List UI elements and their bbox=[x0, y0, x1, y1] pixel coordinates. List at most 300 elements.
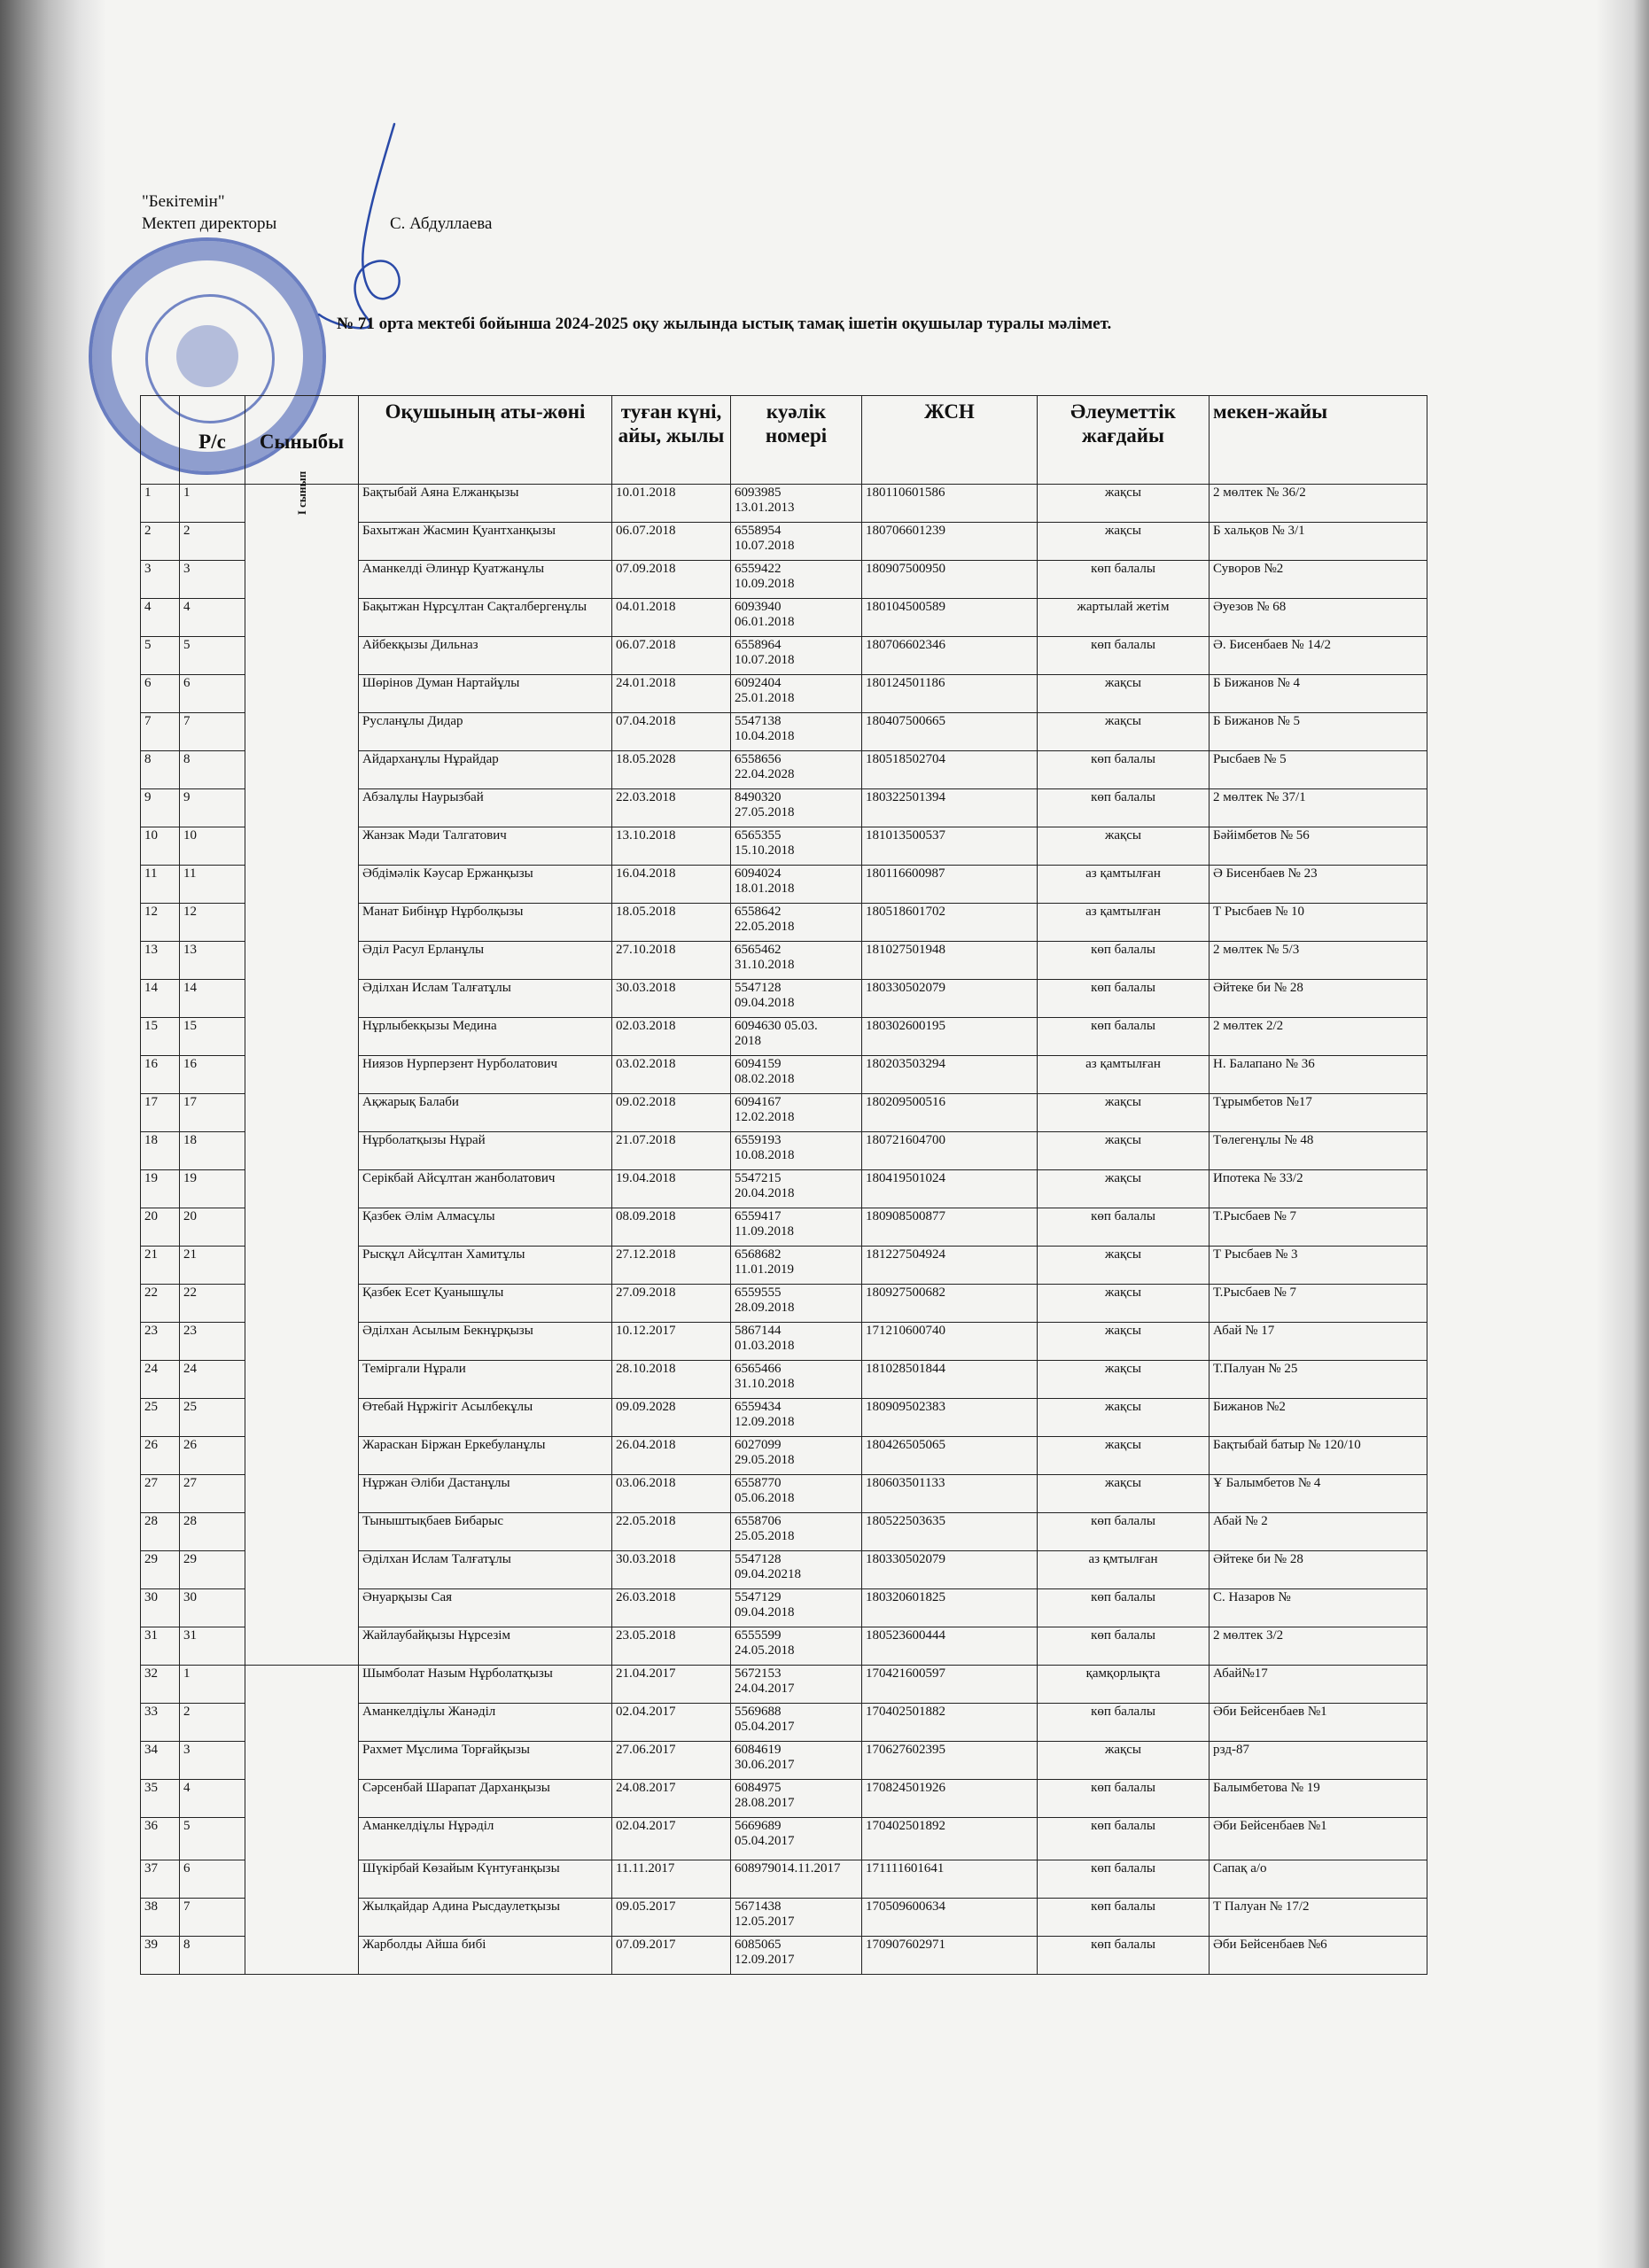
certificate-number bbox=[731, 1937, 862, 1975]
row-number: 1 bbox=[141, 485, 180, 523]
birth-date: 30.03.2018 bbox=[612, 980, 731, 1018]
certificate-series: 6565355 bbox=[735, 828, 782, 843]
row-rc: 15 bbox=[180, 1018, 245, 1056]
birth-date: 08.09.2018 bbox=[612, 1208, 731, 1247]
birth-date: 10.12.2017 bbox=[612, 1323, 731, 1361]
iin: 170421600597 bbox=[862, 1666, 1038, 1704]
row-rc: 8 bbox=[180, 1937, 245, 1975]
iin: 180320601825 bbox=[862, 1589, 1038, 1627]
certificate-date: 09.04.2018 bbox=[735, 996, 795, 1010]
certificate-date: 20.04.2018 bbox=[735, 1186, 795, 1200]
social-status: жақсы bbox=[1038, 485, 1210, 523]
address: Т.Рысбаев № 7 bbox=[1210, 1208, 1427, 1247]
birth-date: 07.09.2017 bbox=[612, 1937, 731, 1975]
row-number: 16 bbox=[141, 1056, 180, 1094]
social-status: жақсы bbox=[1038, 1170, 1210, 1208]
certificate-date: 608979014.11.2017 bbox=[735, 1861, 841, 1876]
row-rc: 4 bbox=[180, 599, 245, 637]
row-number: 29 bbox=[141, 1551, 180, 1589]
social-status: көп балалы bbox=[1038, 1780, 1210, 1818]
birth-date: 09.09.2028 bbox=[612, 1399, 731, 1437]
certificate-date: 22.05.2018 bbox=[735, 920, 795, 934]
certificate-number bbox=[731, 561, 862, 599]
social-status: жақсы bbox=[1038, 523, 1210, 561]
iin: 170509600634 bbox=[862, 1899, 1038, 1937]
social-status: жақсы bbox=[1038, 1323, 1210, 1361]
birth-date: 27.06.2017 bbox=[612, 1742, 731, 1780]
address: Н. Балапано № 36 bbox=[1210, 1056, 1427, 1094]
header-rc: Р/с bbox=[180, 396, 245, 485]
certificate-number bbox=[731, 1742, 862, 1780]
address: Рысбаев № 5 bbox=[1210, 751, 1427, 789]
certificate-number bbox=[731, 1513, 862, 1551]
header-class: Сыныбы bbox=[245, 396, 359, 485]
student-name: Шымболат Назым Нұрболатқызы bbox=[359, 1666, 612, 1704]
birth-date: 09.05.2017 bbox=[612, 1899, 731, 1937]
row-rc: 2 bbox=[180, 523, 245, 561]
certificate-date: 12.09.2018 bbox=[735, 1415, 795, 1429]
row-number: 6 bbox=[141, 675, 180, 713]
student-name: Рысқұл Айсұлтан Хамитұлы bbox=[359, 1247, 612, 1285]
row-number: 11 bbox=[141, 866, 180, 904]
address: Бақтыбай батыр № 120/10 bbox=[1210, 1437, 1427, 1475]
certificate-number bbox=[731, 637, 862, 675]
birth-date: 07.04.2018 bbox=[612, 713, 731, 751]
iin: 180907500950 bbox=[862, 561, 1038, 599]
certificate-number bbox=[731, 523, 862, 561]
birth-date: 06.07.2018 bbox=[612, 637, 731, 675]
certificate-date: 10.07.2018 bbox=[735, 653, 795, 667]
row-rc: 5 bbox=[180, 637, 245, 675]
certificate-date: 24.05.2018 bbox=[735, 1643, 795, 1658]
iin: 181028501844 bbox=[862, 1361, 1038, 1399]
iin: 170907602971 bbox=[862, 1937, 1038, 1975]
birth-date: 26.04.2018 bbox=[612, 1437, 731, 1475]
certificate-series: 5669689 bbox=[735, 1819, 782, 1833]
certificate-date: 24.04.2017 bbox=[735, 1682, 795, 1696]
social-status: жақсы bbox=[1038, 1437, 1210, 1475]
iin: 180330502079 bbox=[862, 1551, 1038, 1589]
row-number: 21 bbox=[141, 1247, 180, 1285]
certificate-series: 6555599 bbox=[735, 1628, 782, 1643]
certificate-number bbox=[731, 675, 862, 713]
social-status: көп балалы bbox=[1038, 1627, 1210, 1666]
certificate-series: 6558642 bbox=[735, 905, 782, 919]
social-status: көп балалы bbox=[1038, 1899, 1210, 1937]
address: 2 мөлтек № 37/1 bbox=[1210, 789, 1427, 827]
student-name: Бақытжан Нұрсұлтан Сақталбергенұлы bbox=[359, 599, 612, 637]
row-number: 8 bbox=[141, 751, 180, 789]
student-name: Манат Бибінұр Нұрболқызы bbox=[359, 904, 612, 942]
row-number: 25 bbox=[141, 1399, 180, 1437]
social-status: көп балалы bbox=[1038, 1704, 1210, 1742]
certificate-series: 6094630 05.03. bbox=[735, 1019, 818, 1033]
row-rc: 12 bbox=[180, 904, 245, 942]
certificate-number bbox=[731, 1475, 862, 1513]
class-label: І сынып bbox=[294, 470, 308, 516]
row-rc: 2 bbox=[180, 1704, 245, 1742]
student-name: Жарболды Айша бибі bbox=[359, 1937, 612, 1975]
certificate-series: 6094167 bbox=[735, 1095, 782, 1109]
certificate-date: 12.02.2018 bbox=[735, 1110, 795, 1124]
row-rc: 28 bbox=[180, 1513, 245, 1551]
certificate-date: 13.01.2013 bbox=[735, 501, 795, 515]
table-header-row bbox=[141, 396, 1427, 485]
row-number: 9 bbox=[141, 789, 180, 827]
director-signature bbox=[284, 115, 443, 346]
certificate-number bbox=[731, 1132, 862, 1170]
row-rc: 22 bbox=[180, 1285, 245, 1323]
row-rc: 24 bbox=[180, 1361, 245, 1399]
iin: 180522503635 bbox=[862, 1513, 1038, 1551]
certificate-number bbox=[731, 1094, 862, 1132]
iin: 181227504924 bbox=[862, 1247, 1038, 1285]
certificate-number bbox=[731, 1899, 862, 1937]
row-rc: 10 bbox=[180, 827, 245, 866]
address: Б хальқов № 3/1 bbox=[1210, 523, 1427, 561]
iin: 180721604700 bbox=[862, 1132, 1038, 1170]
approval-position: Мектеп директоры bbox=[142, 214, 277, 233]
address: Әби Бейсенбаев №1 bbox=[1210, 1818, 1427, 1860]
row-number: 27 bbox=[141, 1475, 180, 1513]
student-name: Әнуарқызы Сая bbox=[359, 1589, 612, 1627]
certificate-date: 12.09.2017 bbox=[735, 1953, 795, 1967]
row-rc: 29 bbox=[180, 1551, 245, 1589]
certificate-series: 6559193 bbox=[735, 1133, 782, 1147]
row-number: 32 bbox=[141, 1666, 180, 1704]
iin: 180523600444 bbox=[862, 1627, 1038, 1666]
social-status: аз қамтылған bbox=[1038, 1056, 1210, 1094]
certificate-number bbox=[731, 599, 862, 637]
address: 2 мөлтек 2/2 bbox=[1210, 1018, 1427, 1056]
birth-date: 16.04.2018 bbox=[612, 866, 731, 904]
header-address: мекен-жайы bbox=[1210, 396, 1427, 485]
address: рзд-87 bbox=[1210, 1742, 1427, 1780]
student-name: Жанзак Мәди Талгатович bbox=[359, 827, 612, 866]
certificate-series: 6084619 bbox=[735, 1743, 782, 1757]
iin: 180104500589 bbox=[862, 599, 1038, 637]
certificate-series: 6558656 bbox=[735, 752, 782, 766]
certificate-number bbox=[731, 1818, 862, 1860]
certificate-series: 6568682 bbox=[735, 1247, 782, 1262]
certificate-date: 10.07.2018 bbox=[735, 539, 795, 553]
student-name: Нұржан Әліби Дастанұлы bbox=[359, 1475, 612, 1513]
certificate-date: 10.09.2018 bbox=[735, 577, 795, 591]
certificate-date: 2018 bbox=[735, 1034, 761, 1048]
student-name: Бақтыбай Аяна Елжанқызы bbox=[359, 485, 612, 523]
address: Ә. Бисенбаев № 14/2 bbox=[1210, 637, 1427, 675]
social-status: жақсы bbox=[1038, 713, 1210, 751]
row-number: 37 bbox=[141, 1860, 180, 1899]
student-name: Әділ Расул Ерланұлы bbox=[359, 942, 612, 980]
header-student-name: Оқушының аты-жөні bbox=[359, 396, 612, 485]
birth-date: 22.03.2018 bbox=[612, 789, 731, 827]
social-status: көп балалы bbox=[1038, 1018, 1210, 1056]
student-name: Айбекқызы Дильназ bbox=[359, 637, 612, 675]
certificate-series: 5569688 bbox=[735, 1705, 782, 1719]
scan-shadow-right bbox=[1596, 0, 1649, 2268]
row-number: 20 bbox=[141, 1208, 180, 1247]
approval-heading: "Бекітемін" bbox=[142, 192, 225, 211]
certificate-number bbox=[731, 1361, 862, 1399]
certificate-number bbox=[731, 1208, 862, 1247]
iin: 180518502704 bbox=[862, 751, 1038, 789]
certificate-date: 11.01.2019 bbox=[735, 1262, 794, 1277]
address: Суворов №2 bbox=[1210, 561, 1427, 599]
birth-date: 28.10.2018 bbox=[612, 1361, 731, 1399]
birth-date: 02.04.2017 bbox=[612, 1818, 731, 1860]
row-rc: 25 bbox=[180, 1399, 245, 1437]
birth-date: 11.11.2017 bbox=[612, 1860, 731, 1899]
row-number: 5 bbox=[141, 637, 180, 675]
row-rc: 4 bbox=[180, 1780, 245, 1818]
birth-date: 19.04.2018 bbox=[612, 1170, 731, 1208]
certificate-number bbox=[731, 751, 862, 789]
student-name: Рахмет Мұслима Торғайқызы bbox=[359, 1742, 612, 1780]
certificate-number bbox=[731, 1437, 862, 1475]
birth-date: 13.10.2018 bbox=[612, 827, 731, 866]
iin: 180706602346 bbox=[862, 637, 1038, 675]
social-status: көп балалы bbox=[1038, 1818, 1210, 1860]
iin: 180603501133 bbox=[862, 1475, 1038, 1513]
certificate-date: 05.06.2018 bbox=[735, 1491, 795, 1505]
social-status: жақсы bbox=[1038, 1247, 1210, 1285]
iin: 170824501926 bbox=[862, 1780, 1038, 1818]
address: 2 мөлтек № 36/2 bbox=[1210, 485, 1427, 523]
row-number: 17 bbox=[141, 1094, 180, 1132]
row-number: 28 bbox=[141, 1513, 180, 1551]
address: Абай № 2 bbox=[1210, 1513, 1427, 1551]
iin: 170402501892 bbox=[862, 1818, 1038, 1860]
student-name: Әділхан Асылым Бекнұрқызы bbox=[359, 1323, 612, 1361]
row-rc: 11 bbox=[180, 866, 245, 904]
certificate-series: 6027099 bbox=[735, 1438, 782, 1452]
certificate-series: 5672153 bbox=[735, 1666, 782, 1681]
student-name: Әділхан Ислам Талғатұлы bbox=[359, 980, 612, 1018]
student-name: Әділхан Ислам Талғатұлы bbox=[359, 1551, 612, 1589]
social-status: жақсы bbox=[1038, 1361, 1210, 1399]
address: Сапақ а/о bbox=[1210, 1860, 1427, 1899]
certificate-series: 6559422 bbox=[735, 562, 782, 576]
iin: 180706601239 bbox=[862, 523, 1038, 561]
certificate-number bbox=[731, 1704, 862, 1742]
certificate-series: 6559417 bbox=[735, 1209, 782, 1223]
row-number: 22 bbox=[141, 1285, 180, 1323]
iin: 180518601702 bbox=[862, 904, 1038, 942]
certificate-series: 5547128 bbox=[735, 1552, 782, 1566]
row-rc: 14 bbox=[180, 980, 245, 1018]
iin: 180909502383 bbox=[862, 1399, 1038, 1437]
student-name: Ақжарық Балаби bbox=[359, 1094, 612, 1132]
social-status: көп балалы bbox=[1038, 789, 1210, 827]
certificate-number bbox=[731, 789, 862, 827]
certificate-date: 05.04.2017 bbox=[735, 1834, 795, 1848]
birth-date: 24.08.2017 bbox=[612, 1780, 731, 1818]
row-number: 33 bbox=[141, 1704, 180, 1742]
row-rc: 6 bbox=[180, 1860, 245, 1899]
iin: 180322501394 bbox=[862, 789, 1038, 827]
social-status: көп балалы bbox=[1038, 1589, 1210, 1627]
approval-signer: С. Абдуллаева bbox=[390, 214, 493, 233]
certificate-series: 5547215 bbox=[735, 1171, 782, 1185]
row-rc: 26 bbox=[180, 1437, 245, 1475]
certificate-date: 27.05.2018 bbox=[735, 805, 795, 819]
iin: 181013500537 bbox=[862, 827, 1038, 866]
row-number: 36 bbox=[141, 1818, 180, 1860]
birth-date: 23.05.2018 bbox=[612, 1627, 731, 1666]
certificate-series: 8490320 bbox=[735, 790, 782, 804]
address: 2 мөлтек № 5/3 bbox=[1210, 942, 1427, 980]
certificate-series: 6565462 bbox=[735, 943, 782, 957]
row-number: 10 bbox=[141, 827, 180, 866]
row-rc: 19 bbox=[180, 1170, 245, 1208]
certificate-number bbox=[731, 1056, 862, 1094]
birth-date: 27.10.2018 bbox=[612, 942, 731, 980]
certificate-date: 12.05.2017 bbox=[735, 1915, 795, 1929]
row-rc: 3 bbox=[180, 561, 245, 599]
address: Ә Бисенбаев № 23 bbox=[1210, 866, 1427, 904]
certificate-date: 10.04.2018 bbox=[735, 729, 795, 743]
row-number: 23 bbox=[141, 1323, 180, 1361]
iin: 180203503294 bbox=[862, 1056, 1038, 1094]
iin: 180110601586 bbox=[862, 485, 1038, 523]
certificate-number bbox=[731, 1589, 862, 1627]
row-rc: 20 bbox=[180, 1208, 245, 1247]
social-status: көп балалы bbox=[1038, 942, 1210, 980]
student-name: Русланұлы Дидар bbox=[359, 713, 612, 751]
certificate-date: 10.08.2018 bbox=[735, 1148, 795, 1162]
row-number: 12 bbox=[141, 904, 180, 942]
birth-date: 02.04.2017 bbox=[612, 1704, 731, 1742]
social-status: жақсы bbox=[1038, 827, 1210, 866]
row-rc: 31 bbox=[180, 1627, 245, 1666]
certificate-date: 06.01.2018 bbox=[735, 615, 795, 629]
iin: 180209500516 bbox=[862, 1094, 1038, 1132]
iin: 170627602395 bbox=[862, 1742, 1038, 1780]
birth-date: 06.07.2018 bbox=[612, 523, 731, 561]
row-number: 26 bbox=[141, 1437, 180, 1475]
student-name: Абзалұлы Наурызбай bbox=[359, 789, 612, 827]
row-number: 2 bbox=[141, 523, 180, 561]
social-status: жақсы bbox=[1038, 675, 1210, 713]
iin: 180407500665 bbox=[862, 713, 1038, 751]
header-number bbox=[141, 396, 180, 485]
student-name: Әбдімәлік Кәусар Ержанқызы bbox=[359, 866, 612, 904]
student-name: Теміргали Нұрали bbox=[359, 1361, 612, 1399]
certificate-series: 6094024 bbox=[735, 866, 782, 881]
row-number: 31 bbox=[141, 1627, 180, 1666]
row-number: 14 bbox=[141, 980, 180, 1018]
certificate-number bbox=[731, 1285, 862, 1323]
header-certificate-number: куәлік номері bbox=[731, 396, 862, 485]
iin: 180330502079 bbox=[862, 980, 1038, 1018]
row-number: 39 bbox=[141, 1937, 180, 1975]
iin: 170402501882 bbox=[862, 1704, 1038, 1742]
row-number: 30 bbox=[141, 1589, 180, 1627]
student-name: Тыныштықбаев Бибарыс bbox=[359, 1513, 612, 1551]
certificate-number bbox=[731, 904, 862, 942]
address: Әби Бейсенбаев №1 bbox=[1210, 1704, 1427, 1742]
row-rc: 23 bbox=[180, 1323, 245, 1361]
social-status: аз қмтылған bbox=[1038, 1551, 1210, 1589]
address: Б Бижанов № 4 bbox=[1210, 675, 1427, 713]
social-status: жақсы bbox=[1038, 1475, 1210, 1513]
certificate-series: 6092404 bbox=[735, 676, 782, 690]
social-status: жақсы bbox=[1038, 1285, 1210, 1323]
birth-date: 09.02.2018 bbox=[612, 1094, 731, 1132]
row-number: 19 bbox=[141, 1170, 180, 1208]
birth-date: 26.03.2018 bbox=[612, 1589, 731, 1627]
birth-date: 22.05.2018 bbox=[612, 1513, 731, 1551]
student-name: Аманкелдіұлы Нұрәділ bbox=[359, 1818, 612, 1860]
certificate-number bbox=[731, 980, 862, 1018]
social-status: жақсы bbox=[1038, 1399, 1210, 1437]
social-status: көп балалы bbox=[1038, 1937, 1210, 1975]
row-number: 35 bbox=[141, 1780, 180, 1818]
address: Ұ Балымбетов № 4 bbox=[1210, 1475, 1427, 1513]
row-rc: 13 bbox=[180, 942, 245, 980]
class-cell bbox=[245, 470, 359, 1666]
certificate-date: 28.08.2017 bbox=[735, 1796, 795, 1810]
birth-date: 21.04.2017 bbox=[612, 1666, 731, 1704]
row-rc: 16 bbox=[180, 1056, 245, 1094]
row-number: 13 bbox=[141, 942, 180, 980]
row-number: 15 bbox=[141, 1018, 180, 1056]
certificate-number bbox=[731, 1627, 862, 1666]
iin: 180124501186 bbox=[862, 675, 1038, 713]
student-name: Нұрлыбекқызы Медина bbox=[359, 1018, 612, 1056]
certificate-date: 25.01.2018 bbox=[735, 691, 795, 705]
row-rc: 30 bbox=[180, 1589, 245, 1627]
certificate-series: 5547138 bbox=[735, 714, 782, 728]
address: Т Палуан № 17/2 bbox=[1210, 1899, 1427, 1937]
address: Т Рысбаев № 10 bbox=[1210, 904, 1427, 942]
header-social-status: Әлеуметтік жағдайы bbox=[1038, 396, 1210, 485]
birth-date: 18.05.2018 bbox=[612, 904, 731, 942]
certificate-number bbox=[731, 1170, 862, 1208]
iin: 180908500877 bbox=[862, 1208, 1038, 1247]
social-status: көп балалы bbox=[1038, 1513, 1210, 1551]
certificate-date: 31.10.2018 bbox=[735, 1377, 795, 1391]
certificate-number bbox=[731, 827, 862, 866]
social-status: жақсы bbox=[1038, 1132, 1210, 1170]
certificate-date: 31.10.2018 bbox=[735, 958, 795, 972]
header-birth-date: туған күні, айы, жылы bbox=[612, 396, 731, 485]
student-name: Шүкірбай Көзайым Күнтуғанқызы bbox=[359, 1860, 612, 1899]
social-status: көп балалы bbox=[1038, 980, 1210, 1018]
iin: 181027501948 bbox=[862, 942, 1038, 980]
address: Т Рысбаев № 3 bbox=[1210, 1247, 1427, 1285]
certificate-series: 5671438 bbox=[735, 1899, 782, 1914]
document-title: № 71 орта мектебі бойынша 2024-2025 оқу жылында ыстық тамақ ішетін оқушылар туралы мәлімет. bbox=[337, 315, 1112, 333]
birth-date: 24.01.2018 bbox=[612, 675, 731, 713]
header-iin: ЖСН bbox=[862, 396, 1038, 485]
address: Т.Палуан № 25 bbox=[1210, 1361, 1427, 1399]
certificate-number bbox=[731, 1860, 862, 1899]
student-name: Ниязов Нурперзент Нурболатович bbox=[359, 1056, 612, 1094]
certificate-series: 6094159 bbox=[735, 1057, 782, 1071]
address: 2 мөлтек 3/2 bbox=[1210, 1627, 1427, 1666]
social-status: жартылай жетім bbox=[1038, 599, 1210, 637]
student-name: Сәрсенбай Шарапат Дарханқызы bbox=[359, 1780, 612, 1818]
certificate-date: 18.01.2018 bbox=[735, 882, 795, 896]
iin: 180419501024 bbox=[862, 1170, 1038, 1208]
certificate-number bbox=[731, 1780, 862, 1818]
birth-date: 07.09.2018 bbox=[612, 561, 731, 599]
row-rc: 21 bbox=[180, 1247, 245, 1285]
student-name: Аманкелдіұлы Жанәділ bbox=[359, 1704, 612, 1742]
certificate-series: 5547129 bbox=[735, 1590, 782, 1604]
